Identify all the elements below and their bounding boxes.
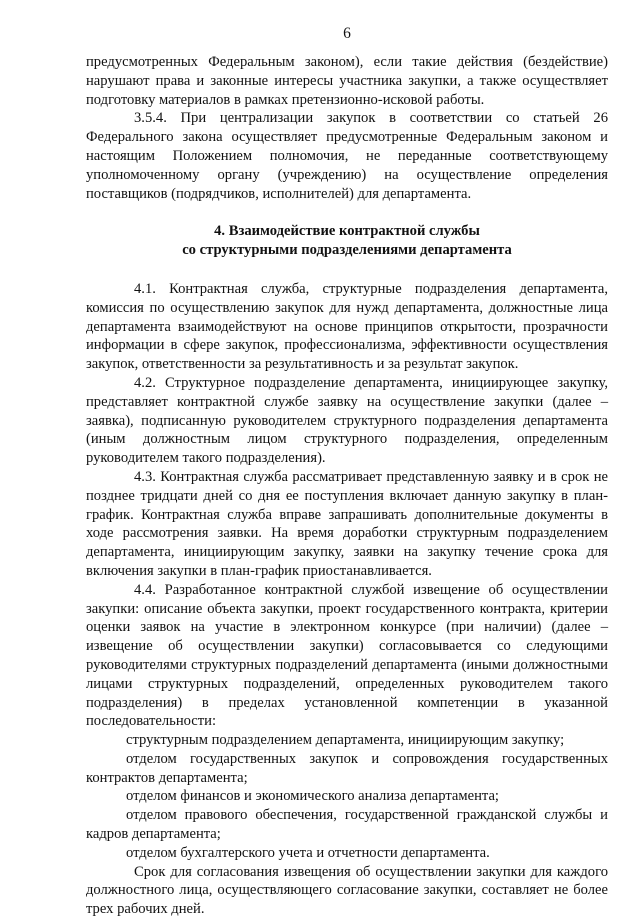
approval-list-item: структурным подразделением департамента, инициирующим закупку; (126, 732, 565, 749)
paragraph-4-1: 4.1. Контрактная служба, структурные подразделения департамента, комиссия по осуществлению закупок для нужд департамента, должностные лица департамента взаимодействуют на основе принципов открытости, прозрачности информации в сфере закупок, профессионализма, эффективности осуществления закупок, ответственности за результативность и за результат закупок. (86, 280, 608, 373)
approval-list-item: отделом финансов и экономического анализа департамента; (126, 788, 499, 805)
section-heading-line-1: 4. Взаимодействие контрактной службы (214, 223, 480, 240)
intro-paragraph-continuation: предусмотренных Федеральным законом), если такие действия (бездействие) нарушают права и законные интересы участника закупки, а также осуществляет подготовку материалов в рамках претензионно-исковой работы. (86, 54, 608, 108)
paragraph-3-5-4: 3.5.4. При централизации закупок в соответствии со статьей 26 Федерального закона осуществляет предусмотренные Федеральным законом и настоящим Положением полномочия, не переданные соответствующему уполномоченному органу (учреждению) на осуществление определения поставщиков (подрядчиков, исполнителей) для департамента. (86, 110, 608, 202)
section-heading (86, 222, 608, 260)
section-heading-line-2: со структурными подразделениями департамента (182, 242, 512, 259)
approval-list-item: отделом правового обеспечения, государственной гражданской службы и кадров департамента; (86, 807, 608, 843)
approval-list-item: отделом бухгалтерского учета и отчетности департамента. (126, 844, 490, 861)
paragraph-4-3: 4.3. Контрактная служба рассматривает представленную заявку и в срок не позднее тридцати дней со дня ее поступления включает данную закупку в план-график. Контрактная служба вправе запрашивать дополнительные документы в ходе рассмотрения заявки. На время доработки структурным подразделением департамента, инициирующим закупку, заявки на закупку течение срока для включения закупки в план-график приостанавливается. (86, 468, 608, 579)
paragraph-4-4: 4.4. Разработанное контрактной службой извещение об осуществлении закупки: описание объекта закупки, проект государственного контракта, критерии оценки заявок на участие в электронном конкурсе (при наличии) (далее – извещение об осуществлении закупки) согласовывается со следующими руководителями структурных подразделений департамента (иными должностными лицами структурных подразделений, определенных руководителем такого подразделения) в пределах установленной компетенции в указанной последовательности: (86, 581, 608, 730)
approval-list-item: отделом государственных закупок и сопровождения государственных контрактов департамента; (86, 750, 608, 786)
page-number: 6 (343, 25, 351, 42)
closing-paragraph: Срок для согласования извещения об осуществлении закупки для каждого должностного лица, осуществляющего согласование закупки, составляет не более трех рабочих дней. (86, 863, 608, 918)
paragraph-4-2: 4.2. Структурное подразделение департамента, инициирующее закупку, представляет контрактной службе заявку на осуществление закупки (далее – заявка), подписанную руководителем структурного подразделения департамента (иным должностным лицом структурного подразделения, определенным руководителем такого подразделения). (86, 374, 608, 467)
